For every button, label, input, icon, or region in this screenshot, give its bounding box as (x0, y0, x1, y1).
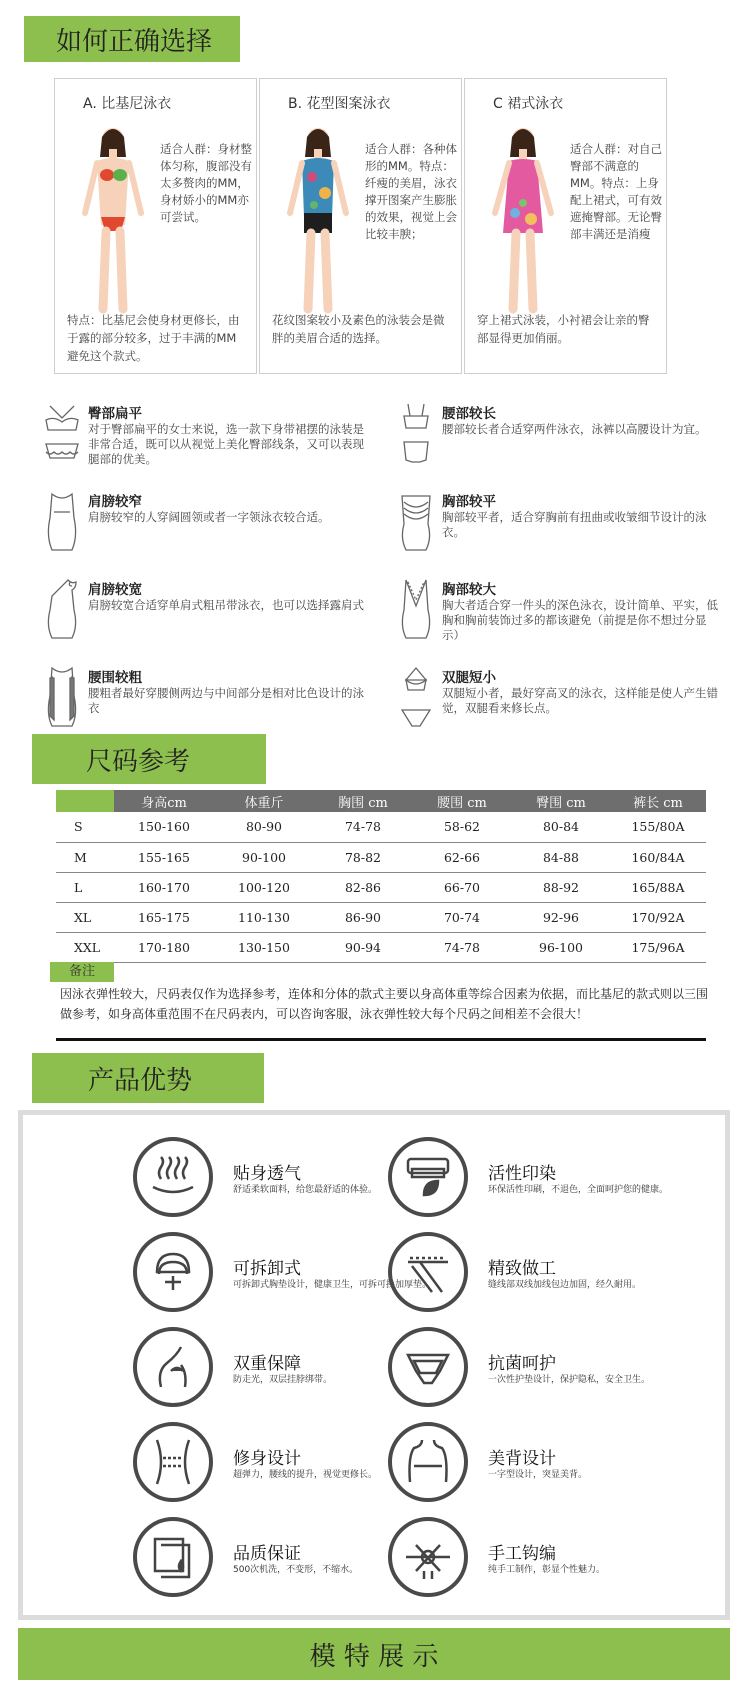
round-neck-swimsuit-icon (42, 490, 82, 554)
liner-icon (388, 1327, 468, 1407)
card-feature-text: 特点：比基尼会使身材更修长，由于露的部分较多，过于丰满的MM避免这个款式。 (67, 313, 240, 363)
advantage-desc: 500次机洗，不变形，不缩水。 (233, 1565, 359, 1575)
advantage-desc: 舒适柔软面料，给您最舒适的体验。 (233, 1185, 378, 1195)
table-cell: 66-70 (412, 872, 512, 902)
table-cell: 170/92A (610, 902, 706, 932)
card-title: C 裙式泳衣 (493, 96, 564, 112)
one-shoulder-swimsuit-icon (42, 578, 82, 642)
table-cell: 74-78 (314, 812, 412, 842)
advantage-desc: 防走光，双层挂脖绑带。 (233, 1375, 333, 1385)
size-table-header (56, 790, 706, 812)
table-row (56, 902, 706, 932)
card-floral (259, 78, 462, 374)
advantage-title: 美背设计 (488, 1449, 556, 1469)
advantage-desc: 环保活性印刷，不退色，全面呵护您的健康。 (488, 1185, 669, 1195)
size-label: L (56, 872, 114, 902)
body-type-text: 胸大者适合穿一件头的深色泳衣，设计简单、平实，低胸和胸前装饰过多的都该避免（前提是你不想过分显示） (442, 598, 718, 642)
crochet-icon (388, 1517, 468, 1597)
size-table-header-cell: 腰围 cm (412, 790, 512, 812)
section-title-text: 模 特 展 示 (309, 1641, 439, 1672)
body-type-heading: 双腿短小 (442, 670, 496, 686)
section-title-models (18, 1628, 730, 1680)
table-cell: 165/88A (610, 872, 706, 902)
bikini-model-illustration (73, 117, 153, 317)
body-type-text: 肩膀较宽合适穿单肩式粗吊带泳衣，也可以选择露肩式 (88, 598, 364, 612)
deep-v-swimsuit-icon (396, 578, 436, 642)
table-cell: 100-120 (214, 872, 314, 902)
card-bikini (54, 78, 257, 374)
advantage-title: 可拆卸式 (233, 1259, 301, 1279)
body-type-thick-waist (42, 666, 372, 736)
pad-icon (133, 1232, 213, 1312)
card-title: B. 花型图案泳衣 (288, 96, 391, 112)
table-cell: 110-130 (214, 902, 314, 932)
size-table-header-cell: 身高cm (114, 790, 214, 812)
table-cell: 130-150 (214, 932, 314, 962)
advantage-title: 抗菌呵护 (488, 1354, 556, 1374)
divider (56, 1038, 706, 1041)
ruched-swimsuit-icon (396, 490, 436, 554)
card-title: A. 比基尼泳衣 (83, 96, 172, 112)
advantage-item (388, 1327, 708, 1413)
card-suitable-text: 适合人群：对自己臀部不满意的MM。特点：上身配上裙式，可有效遮掩臀部。无论臀部丰满还是消瘦 (570, 142, 662, 241)
table-cell: 58-62 (412, 812, 512, 842)
advantage-title: 贴身透气 (233, 1164, 301, 1184)
body-type-text: 双腿短小者，最好穿高叉的泳衣，这样能是使人产生错觉，双腿看来修长点。 (442, 686, 718, 715)
body-type-text: 腰粗者最好穿腰侧两边与中间部分是相对比色设计的泳衣 (88, 686, 364, 715)
back-icon (388, 1422, 468, 1502)
body-type-text: 腰部较长者合适穿两件泳衣，泳裤以高腰设计为宜。 (442, 422, 707, 436)
table-cell: 165-175 (114, 902, 214, 932)
card-suitable-text: 适合人群：各种体形的MM。特点：纤瘦的美眉，泳衣撑开图案产生膨胀的效果，视觉上会比较丰腴； (365, 142, 457, 241)
advantage-title: 修身设计 (233, 1449, 301, 1469)
stitch-icon (388, 1232, 468, 1312)
advantage-item (388, 1232, 708, 1318)
table-cell: 96-100 (512, 932, 610, 962)
size-label: XXL (56, 932, 114, 962)
body-type-narrow-shoulders (42, 490, 372, 560)
waist-icon (133, 1422, 213, 1502)
table-cell: 155-165 (114, 842, 214, 872)
advantage-desc: 一字型设计，突显美背。 (488, 1470, 588, 1480)
table-cell: 88-92 (512, 872, 610, 902)
advantage-title: 手工钩编 (488, 1544, 556, 1564)
neck-icon (133, 1327, 213, 1407)
table-cell: 80-90 (214, 812, 314, 842)
card-skirt (464, 78, 667, 374)
advantage-item (388, 1137, 708, 1223)
size-table-header-cell (56, 790, 114, 812)
quality-icon (133, 1517, 213, 1597)
table-cell: 90-94 (314, 932, 412, 962)
section-title-text: 产品优势 (88, 1065, 193, 1096)
breathable-icon (133, 1137, 213, 1217)
advantage-title: 活性印染 (488, 1164, 556, 1184)
table-cell: 160-170 (114, 872, 214, 902)
body-type-heading: 胸部较大 (442, 582, 496, 598)
note-text: 因泳衣弹性较大，尺码表仅作为选择参考，连体和分体的款式主要以身高体重等综合因素为依据，而比基尼的款式则以三围做参考，如身高体重范围不在尺码表内，可以咨询客服，泳衣弹性较大每个尺码之间相差不会很大！ (60, 987, 709, 1021)
body-type-heading: 胸部较平 (442, 494, 496, 510)
body-type-text: 肩膀较窄的人穿阔圆领或者一字领泳衣较合适。 (88, 510, 330, 524)
advantage-desc: 纯手工制作，彰显个性魅力。 (488, 1565, 606, 1575)
skirt-model-illustration (483, 117, 563, 317)
body-type-flat-chest (396, 490, 726, 560)
body-type-heading: 臀部扁平 (88, 406, 142, 422)
table-cell: 74-78 (412, 932, 512, 962)
advantage-item (388, 1517, 708, 1603)
body-type-flat-hips (42, 402, 372, 472)
note-label: 备注 (50, 962, 114, 982)
table-cell: 82-86 (314, 872, 412, 902)
table-row (56, 932, 706, 962)
size-table-header-cell: 裤长 cm (610, 790, 706, 812)
size-label: S (56, 812, 114, 842)
table-row (56, 812, 706, 842)
body-type-wide-shoulders (42, 578, 372, 648)
table-cell: 170-180 (114, 932, 214, 962)
floral-model-illustration (278, 117, 358, 317)
table-cell: 155/80A (610, 812, 706, 842)
size-label: XL (56, 902, 114, 932)
advantage-desc: 可拆卸式胸垫设计，健康卫生，可拆可换加厚垫。 (233, 1280, 432, 1290)
card-feature-text: 穿上裙式泳装，小衬裙会让亲的臀部显得更加俏丽。 (477, 313, 650, 345)
size-table-header-cell: 体重斤 (214, 790, 314, 812)
size-table-header-cell: 臀围 cm (512, 790, 610, 812)
advantage-title: 精致做工 (488, 1259, 556, 1279)
advantage-title: 品质保证 (233, 1544, 301, 1564)
advantage-desc: 一次性护垫设计，保护隐私，安全卫生。 (488, 1375, 651, 1385)
table-cell: 86-90 (314, 902, 412, 932)
body-type-heading: 肩膀较窄 (88, 494, 142, 510)
table-cell: 78-82 (314, 842, 412, 872)
body-type-text: 胸部较平者，适合穿胸前有扭曲或收皱细节设计的泳衣。 (442, 510, 707, 539)
size-table-header-cell: 胸围 cm (314, 790, 412, 812)
size-table (56, 790, 706, 963)
body-type-large-chest (396, 578, 726, 648)
table-cell: 150-160 (114, 812, 214, 842)
advantage-desc: 缝线部双线加线包边加固，经久耐用。 (488, 1280, 642, 1290)
body-type-heading: 腰部较长 (442, 406, 496, 422)
two-piece-icon (396, 402, 436, 466)
table-row (56, 872, 706, 902)
table-row (56, 842, 706, 872)
table-cell: 90-100 (214, 842, 314, 872)
table-cell: 160/84A (610, 842, 706, 872)
leaf-icon (388, 1137, 468, 1217)
contrast-panel-swimsuit-icon (42, 666, 82, 730)
card-suitable-text: 适合人群：身材整体匀称，腹部没有太多赘肉的MM，身材娇小的MM亦可尝试。 (160, 142, 252, 224)
size-label: M (56, 842, 114, 872)
section-title-size (32, 734, 266, 784)
table-cell: 62-66 (412, 842, 512, 872)
section-title-text: 尺码参考 (86, 746, 191, 777)
body-type-text: 对于臀部扁平的女士来说，选一款下身带裙摆的泳装是非常合适，既可以从视觉上美化臀部线条，又可以表现腿部的优美。 (88, 422, 364, 466)
body-type-heading: 肩膀较宽 (88, 582, 142, 598)
section-title-choose (24, 16, 240, 62)
table-cell: 92-96 (512, 902, 610, 932)
section-title-text: 如何正确选择 (56, 26, 213, 57)
table-cell: 84-88 (512, 842, 610, 872)
body-type-long-waist (396, 402, 726, 472)
halter-high-cut-icon (396, 666, 436, 730)
ruffle-bikini-icon (42, 402, 82, 466)
advantages-panel (18, 1110, 730, 1620)
advantage-item (388, 1422, 708, 1508)
body-type-short-legs (396, 666, 726, 736)
table-cell: 80-84 (512, 812, 610, 842)
advantage-title: 双重保障 (233, 1354, 301, 1374)
body-type-heading: 腰围较粗 (88, 670, 142, 686)
advantage-desc: 超弹力，腰线的提升，视觉更修长。 (233, 1470, 378, 1480)
table-cell: 70-74 (412, 902, 512, 932)
section-title-advantages (32, 1053, 264, 1103)
table-cell: 175/96A (610, 932, 706, 962)
card-feature-text: 花纹图案较小及素色的泳装会是微胖的美眉合适的选择。 (272, 313, 445, 345)
